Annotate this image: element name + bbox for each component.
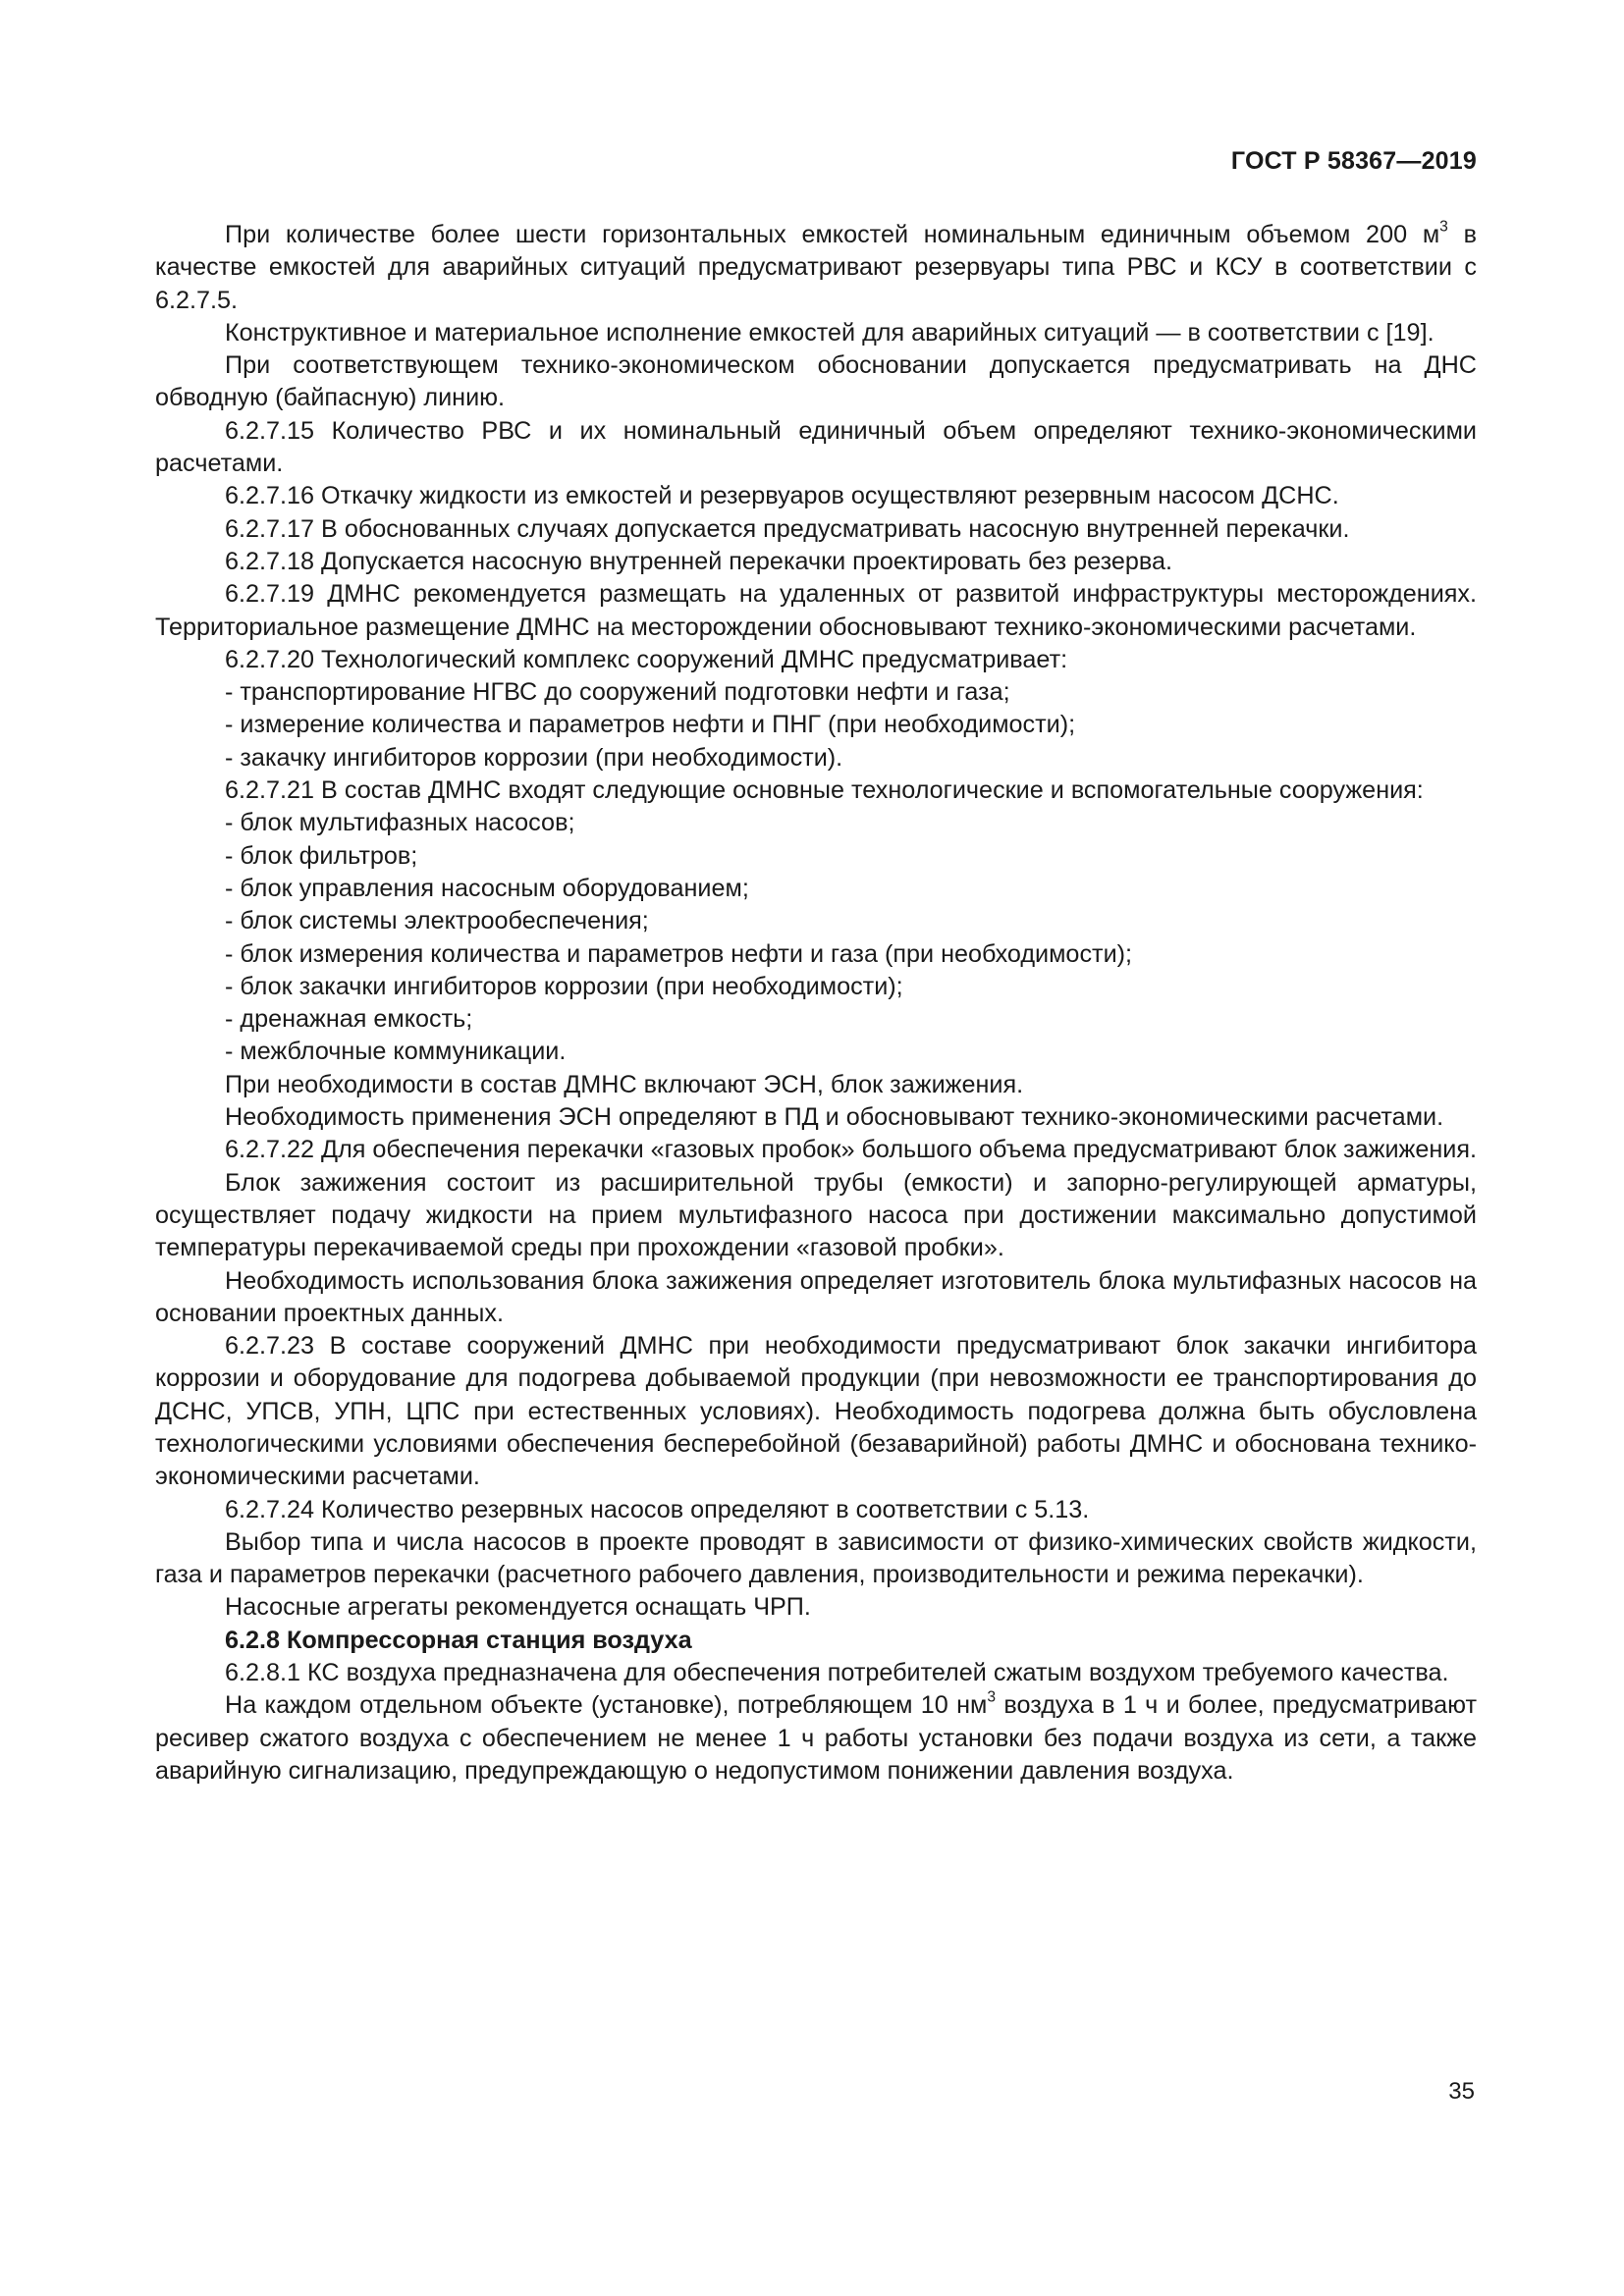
paragraph-text: Необходимость применения ЭСН определяют в ПД и обосновывают технико-экономическими расчетами. [225, 1103, 1444, 1132]
paragraph-text: - закачку ингибиторов коррозии (при необходимости). [225, 743, 843, 772]
list-item [155, 873, 1477, 905]
paragraph [155, 644, 1477, 676]
paragraph [155, 1101, 1477, 1134]
paragraph-text: 6.2.7.21 В состав ДМНС входят следующие основные технологические и вспомогательные сооружения: [225, 776, 1424, 805]
paragraph-text: На каждом отдельном объекте (установке), потребляющем 10 нм [225, 1691, 988, 1720]
paragraph-text: 6.2.7.23 В составе сооружений ДМНС при необходимости предусматривают блок закачки ингибитора коррозии и оборудование для подогрева добываемой продукции (при невозможности ее транспортирования до ДСНС, УПСВ, УПН, ЦПС при естественных условиях). Необходимость подогрева должна быть обусловлена технологическими условиями обеспечения бесперебойной (безаварийной) работы ДМНС и обоснована технико-экономическими расчетами. [155, 1332, 1477, 1491]
paragraph [155, 219, 1477, 317]
standard-designation: ГОСТ Р 58367—2019 [1230, 147, 1477, 175]
paragraph-text-continued: в качестве емкостей для аварийных ситуаций предусматривают резервуары типа РВС и КСУ в соответствии с 6.2.7.5. [155, 221, 1477, 314]
document-body [155, 219, 1477, 1788]
list-item [155, 676, 1477, 709]
paragraph-text: - блок фильтров; [225, 841, 418, 870]
paragraph-text: 6.2.7.20 Технологический комплекс сооружений ДМНС предусматривает: [225, 645, 1068, 673]
paragraph-text: - блок мультифазных насосов; [225, 809, 575, 837]
paragraph-text: - дренажная емкость; [225, 1005, 473, 1034]
paragraph [155, 1167, 1477, 1265]
paragraph [155, 578, 1477, 644]
paragraph [155, 546, 1477, 578]
list-item [155, 840, 1477, 873]
superscript: 3 [987, 1688, 997, 1706]
paragraph [155, 1265, 1477, 1331]
paragraph-text: - транспортирование НГВС до сооружений подготовки нефти и газа; [225, 678, 1010, 707]
paragraph-text: При соответствующем технико-экономическом обосновании допускается предусматривать на ДНС обводную (байпасную) линию. [155, 351, 1477, 412]
list-item [155, 709, 1477, 741]
list-item [155, 905, 1477, 937]
paragraph-text: 6.2.7.16 Откачку жидкости из емкостей и резервуаров осуществляют резервным насосом ДСНС. [225, 482, 1339, 510]
paragraph-text: 6.2.8 Компрессорная станция воздуха [225, 1626, 692, 1654]
list-item [155, 971, 1477, 1003]
paragraph [155, 317, 1477, 349]
paragraph-text: Выбор типа и числа насосов в проекте проводят в зависимости от физико-химических свойств жидкости, газа и параметров перекачки (расчетного рабочего давления, производительности и режима перекачки). [155, 1527, 1477, 1589]
paragraph-text: Необходимость использования блока зажижения определяет изготовитель блока мультифазных насосов на основании проектных данных. [155, 1266, 1477, 1327]
paragraph-text: Конструктивное и материальное исполнение емкостей для аварийных ситуаций — в соответствии с [19]. [225, 318, 1435, 347]
paragraph [155, 1526, 1477, 1592]
paragraph-text: Насосные агрегаты рекомендуется оснащать ЧРП. [225, 1593, 811, 1622]
paragraph [155, 1330, 1477, 1493]
paragraph [155, 1591, 1477, 1624]
paragraph-text: - блок закачки ингибиторов коррозии (при необходимости); [225, 972, 903, 1000]
list-item [155, 1036, 1477, 1068]
page-number: 35 [1448, 2078, 1475, 2105]
paragraph-text: 6.2.7.17 В обоснованных случаях допускается предусматривать насосную внутренней перекачки. [225, 514, 1350, 543]
paragraph [155, 1134, 1477, 1166]
list-item [155, 742, 1477, 774]
section-heading [155, 1625, 1477, 1657]
paragraph-text-continued: воздуха в 1 ч и более, предусматривают ресивер сжатого воздуха с обеспечением не менее 1 ч работы установки без подачи воздуха из сети, а также аварийную сигнализацию, предупреждающую о недопустимом понижении давления воздуха. [155, 1691, 1477, 1785]
paragraph-text: 6.2.7.22 Для обеспечения перекачки «газовых пробок» большого объема предусматривают блок зажижения. [225, 1136, 1478, 1164]
paragraph [155, 1657, 1477, 1689]
paragraph-text: - блок системы электрообеспечения; [225, 907, 649, 935]
paragraph-text: 6.2.7.18 Допускается насосную внутренней перекачки проектировать без резерва. [225, 547, 1172, 575]
paragraph [155, 480, 1477, 512]
paragraph [155, 415, 1477, 481]
paragraph-text: Блок зажижения состоит из расширительной трубы (емкости) и запорно-регулирующей арматуры, осуществляет подачу жидкости на прием мультифазного насоса при достижении максимально допустимой температуры перекачиваемой среды при прохождении «газовой пробки». [155, 1168, 1477, 1262]
paragraph-text: - блок управления насосным оборудованием; [225, 874, 749, 902]
paragraph-text: - межблочные коммуникации. [225, 1038, 567, 1066]
paragraph [155, 1689, 1477, 1788]
paragraph [155, 774, 1477, 807]
paragraph [155, 1069, 1477, 1101]
paragraph [155, 1494, 1477, 1526]
paragraph-text: - блок измерения количества и параметров нефти и газа (при необходимости); [225, 939, 1133, 968]
paragraph-text: 6.2.8.1 КС воздуха предназначена для обеспечения потребителей сжатым воздухом требуемого качества. [225, 1659, 1449, 1687]
paragraph [155, 349, 1477, 415]
paragraph [155, 513, 1477, 546]
list-item [155, 807, 1477, 839]
paragraph-text: При необходимости в состав ДМНС включают ЭСН, блок зажижения. [225, 1070, 1024, 1098]
paragraph-text: - измерение количества и параметров нефти и ПНГ (при необходимости); [225, 711, 1076, 739]
list-item [155, 1003, 1477, 1036]
paragraph-text: 6.2.7.19 ДМНС рекомендуется размещать на удаленных от развитой инфраструктуры месторождениях. Территориальное размещение ДМНС на месторождении обосновывают технико-экономическими расчетами. [155, 580, 1477, 641]
paragraph-text: При количестве более шести горизонтальных емкостей номинальным единичным объемом 200 м [225, 221, 1440, 248]
paragraph-text: 6.2.7.24 Количество резервных насосов определяют в соответствии с 5.13. [225, 1495, 1090, 1523]
paragraph-text: 6.2.7.15 Количество РВС и их номинальный единичный объем определяют технико-экономическими расчетами. [155, 416, 1477, 478]
superscript: 3 [1439, 218, 1448, 236]
list-item [155, 938, 1477, 971]
